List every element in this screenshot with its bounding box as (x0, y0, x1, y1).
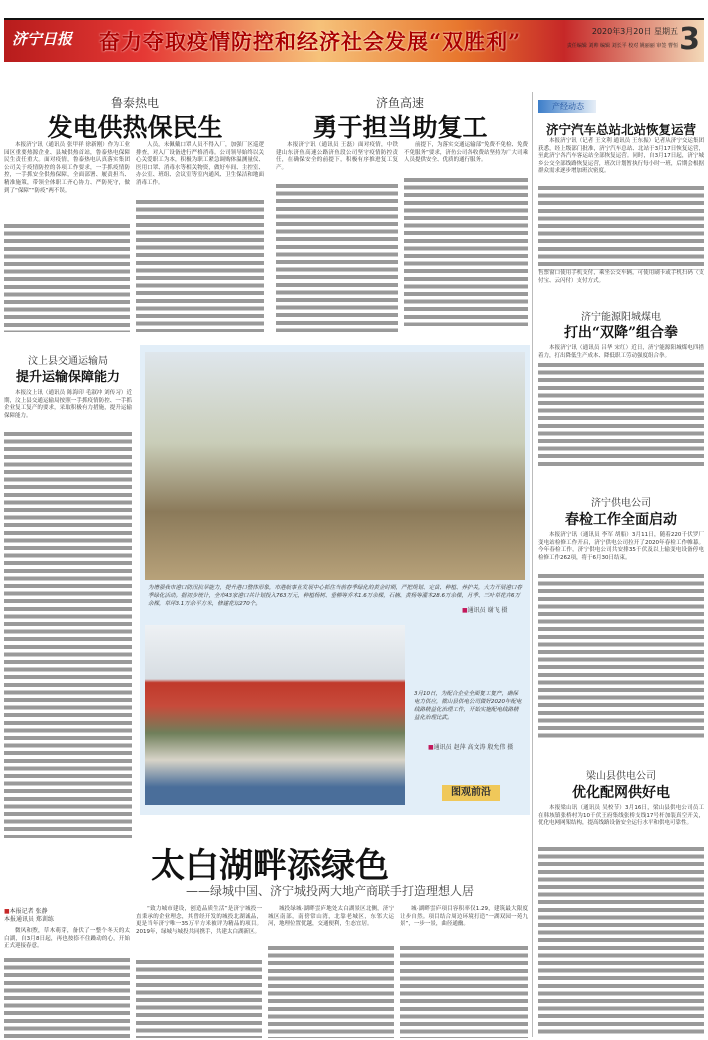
article-body: 人员，未佩戴口罩人员不得入厂，加强厂区巡逻排查，对入厂设备进行严格消毒。公司领导始终以关心关爱职工为本，积极为职工紧急调购体温测量仪、医用口罩、消毒水等相关物资，做好车间、主控室、办公室、班组、会议室等室内通风、卫生保洁和地面消毒工作。 (136, 142, 264, 186)
article-body: 本报汶上讯（通讯员 陈海印 毛淑冲 刘传习）近期，汶上县交通运输局按照一手抓疫情防控、一手抓企业复工复产的要求，采取积极有力措施，提升运输保障能力。 (4, 390, 132, 419)
photo-caption: 3月10日，为配合企业全面复工复产，确保电力供应，微山县供电公司做好2020年配电线路精益化治理工作，开始实施配电线路精益化治理比武。 (414, 691, 522, 721)
page-number: 3 (679, 22, 700, 57)
issue-date: 2020年3月20日 星期五 (591, 27, 678, 36)
column-tag: 图观前沿 (442, 785, 500, 801)
text-filler (400, 944, 528, 1038)
tree-planting-photo (145, 352, 525, 580)
article-body: 城投绿城·湖畔雲庐地处太白湖景区北侧，济宁城区南部，南傍常山湾，北靠老城区，东邻大运河，地理位置优越，交通便利，生态宜居。 (268, 906, 394, 928)
text-filler (276, 182, 398, 332)
text-filler (538, 361, 704, 467)
article-body: 本报梁山讯（通讯员 吴校节）3月16日，梁山县供电公司员工在韩垓镇张桥村为10千伏王府集线张桥支线17号杆加装真空开关，优化电网网架结构，提高线路设备安全运行水平和供电可靠性。 (538, 805, 704, 827)
article-headline: 太白湖畔添绿色 (151, 846, 389, 886)
power-line-photo (145, 625, 405, 805)
byline-correspondent: 本报通讯员 郑训练 (4, 916, 54, 923)
article-body: 本报济宁讯（通讯员 王磊）面对疫情，中铁建山东济鱼高速公路济鱼段公司坚守疫情防控责任，在确保安全的前提下，积极有序推进复工复产。 (276, 142, 398, 171)
editor-credits: 责任编辑 刘帅 编辑 刘长平 校对 姚丽丽 审签 曹恒 (566, 43, 678, 49)
article-headline: 勇于担当助复工 (312, 113, 488, 142)
text-filler (404, 176, 528, 326)
article-headline: 春检工作全面启动 (565, 512, 677, 528)
article-kicker: 鲁泰热电 (110, 96, 159, 110)
article-headline: 优化配网供好电 (572, 785, 670, 801)
article-body: 本报济宁讯（通讯员 李军 胡船）3月11日，随着220千伏罗厂变电站检修工作开启，济宁供电公司拉开了2020年春检工作帷幕。今年春检工作，济宁供电公司共安排35千伏及以上输变电设备停电检修工作262项，将于6月30日结束。 (538, 532, 704, 561)
article-body: 城·湖畔雲庐项目容积率仅1.29，建筑最大限度让步自然。项目结合周边环境打造“一湖双园一苑九景”，一步一景，曲径通幽。 (400, 906, 528, 928)
text-filler (4, 956, 130, 1038)
column-divider (532, 92, 533, 1037)
text-filler (136, 958, 262, 1038)
masthead-banner (4, 18, 704, 62)
article-headline: 济宁汽车总站北站恢复运营 (545, 122, 696, 137)
article-headline: 发电供热保民生 (47, 113, 223, 142)
article-kicker: 汶上县交通运输局 (28, 356, 108, 367)
text-filler (268, 944, 394, 1038)
text-filler (4, 430, 132, 838)
article-body: 微风和煦，草木萌芽，备伏了一整个冬天的太白湖，自3月8日起，再也按捺不住躁动的心，开始正式迎接春意。 (4, 928, 130, 950)
article-body: 本报济宁讯（记者 王文利 通讯员 王东振）记者从济宁交运集团获悉，经上级部门批准，济宁汽车总站、北站于3月17日恢复运营，至此济宁各汽车客运站全部恢复运营。同时，自3月17日起，济宁城乡公交全部线路恢复运营，班次计划暂执行每小时一班，后期会根据群众需求逐步增加班次密度。 (538, 138, 704, 175)
text-filler (136, 198, 264, 332)
photo-credit: ■通讯员 赵萍 高文涛 殷允伟 摄 (428, 744, 514, 751)
article-kicker: 梁山县供电公司 (586, 771, 656, 782)
article-body: 售票窗口使用手机支付，乘坐公交车辆，可使用刷卡或手机扫码（支付宝、云闪付）支付方式。 (538, 270, 704, 284)
text-filler (4, 222, 130, 332)
article-headline: 打出“双降”组合拳 (563, 325, 679, 341)
photo-credit: ■通讯员 谢飞 摄 (462, 607, 508, 614)
article-kicker: 济鱼高速 (375, 96, 424, 110)
newspaper-logo: 济宁日报 (12, 30, 73, 48)
byline: ■本报记者 张静 (4, 908, 48, 915)
article-body: “致力城市建设，创造品质生活”是济宁城投一直秉承的企业理念，其曾经开发的城投北湖诚品，更是当年济宁唯一35万平方米被评为精品的项目。2019年，绿城与城投共同携手，共建太白湖新区。 (136, 906, 262, 935)
text-filler (538, 184, 704, 270)
masthead-slogan: 奋力夺取疫情防控和经济社会发展“双胜利” (99, 29, 522, 54)
photo-credit-text: 通讯员 谢飞 摄 (467, 607, 508, 614)
article-body: 本报济宁讯（通讯员 张甲祥 徐新刚）作为工业园区重要热源企业、县城供热首站，鲁泰热电保障民生责任重大。面对疫情，鲁泰热电认真落实集团公司关于疫情防控的各项工作要求，一手抓疫情防控，一手抓安全供热保障，全面部署、履责担当、精准施策，带领全体职工齐心协力、严防死守，做到了“保障”“防疫”两不误。 (4, 142, 130, 194)
section-label: 产经动态 (538, 100, 596, 113)
text-filler (538, 572, 704, 740)
article-subtitle: ——绿城中国、济宁城投两大地产商联手打造理想人居 (185, 884, 474, 898)
article-headline: 提升运输保障能力 (15, 370, 120, 385)
article-kicker: 济宁能源阳城煤电 (581, 312, 661, 323)
article-body: 本报济宁讯（通讯员 吕华 宋红）近日，济宁能源阳城煤电四措着力，打出降低生产成本、降低职工劳动强度组合拳。 (538, 345, 704, 359)
article-body: 前提下，为落实交通运输部“免费不免检、免费不免服务”要求，济鱼公司各收费站坚持为广大司乘人员提供安全、优质的通行服务。 (404, 142, 528, 164)
photo-credit-text: 通讯员 赵萍 高文涛 殷允伟 摄 (433, 744, 514, 751)
byline-reporter: 本报记者 张静 (9, 908, 48, 915)
photo-caption: 为增强我市港口防汛抗旱能力，提升港口整体形象，市港航事业发展中心抓住当前春季绿化的黄金时期，严把规划、定苗、种植、养护关，大力开展港口春季绿化活动。据初步统计，全市43家港口共计划投入763万元，种植杨树、垂柳等乔木1.6万余棵，石楠、黄杨等灌木28.6万余棵，月季、三叶草花卉6万余棵，草坪3.1万余平方米，修建花坛270个。 (148, 585, 523, 607)
article-kicker: 济宁供电公司 (591, 498, 651, 509)
text-filler (538, 845, 704, 1035)
